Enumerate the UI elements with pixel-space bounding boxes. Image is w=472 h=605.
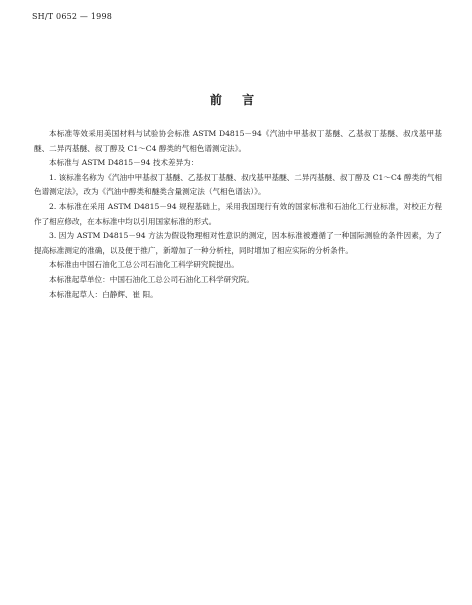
paragraph-differences-intro: 本标准与 ASTM D4815－94 技术差异为： [49, 158, 199, 168]
page-title: 前 言 [209, 93, 263, 107]
paragraph-difference-3: 3. 因为 ASTM D4815－94 方法为假设物理相对性意识的测定，因本标准被遵循了一种国际测验的条件因素，为了提高标准测定的准确，以及便于推广，新增加了一种分析柱，同时增加了相应实际的分析条件。 [34, 231, 442, 255]
paragraph-difference-2: 2. 本标准在采用 ASTM D4815－94 规程基础上，采用我国现行有效的国家标准和石油化工行业标准，对校正方程作了相应修改，在本标准中均以引用国家标准的形式。 [34, 201, 442, 226]
standard-code: SH/T 0652 — 1998 [32, 12, 113, 21]
foreword-body [34, 127, 442, 302]
paragraph-adoption: 本标准等效采用美国材料与试验协会标准 ASTM D4815－94《汽油中甲基叔丁基醚、乙基叔丁基醚、叔戊基甲基醚、二异丙基醚、叔丁醇及 C1～C4 醇类的气相色谱测定法》。 [34, 129, 442, 153]
paragraph-proposer: 本标准由中国石油化工总公司石油化工科学研究院提出。 [49, 260, 239, 270]
paragraph-drafters: 本标准起草人：白静辉、崔 阳。 [49, 289, 158, 299]
paragraph-difference-1: 1. 该标准名称为《汽油中甲基叔丁基醚、乙基叔丁基醚、叔戊基甲基醚、二异丙基醚、叔丁醇及 C1～C4 醇类的气相色谱测定法》，改为《汽油中醇类和醚类含量测定法（气相色谱法）》。 [34, 172, 442, 197]
paragraph-drafting-unit: 本标准起草单位：中国石油化工总公司石油化工科学研究院。 [49, 274, 255, 284]
